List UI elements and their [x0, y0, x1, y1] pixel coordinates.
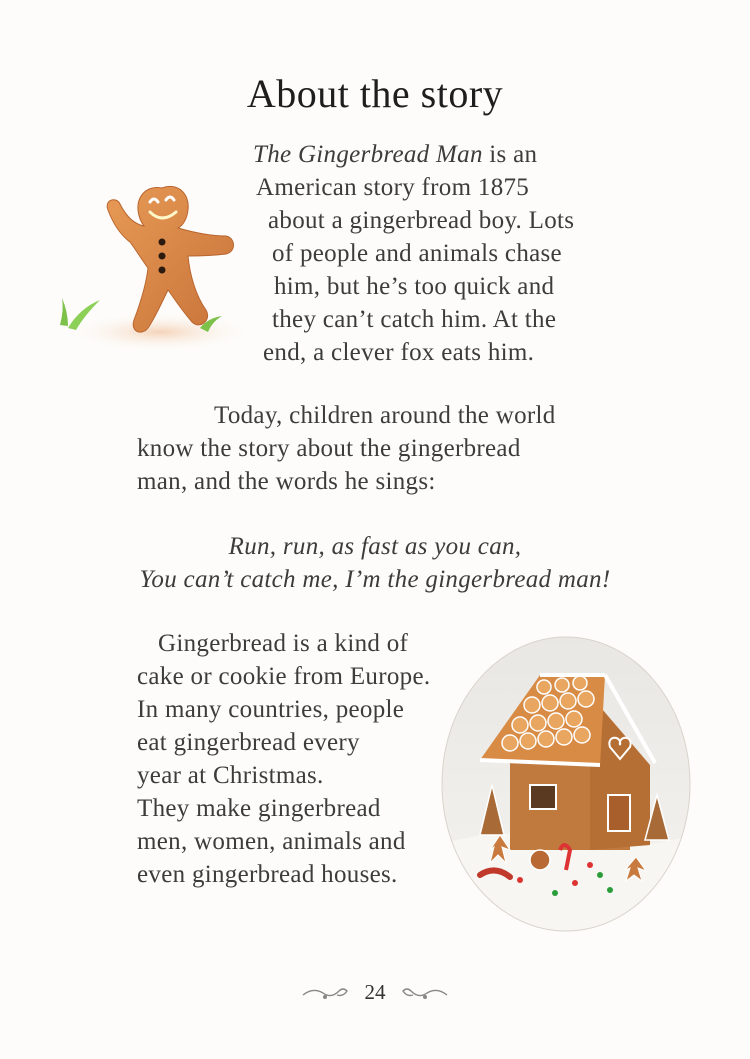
text-line: Gingerbread is a kind of: [158, 630, 409, 657]
page-number: 24: [364, 980, 386, 1004]
text-line: year at Christmas.: [137, 762, 324, 789]
text-fragment: is an: [482, 141, 538, 168]
text-line: they can’t catch him. At the: [272, 306, 557, 333]
text-line: end, a clever fox eats him.: [263, 339, 535, 366]
page-title: About the story: [246, 71, 504, 116]
song-line: You can’t catch me, I’m the gingerbread man!: [139, 566, 611, 593]
flourish-ornament-right: [399, 983, 449, 1003]
text-line: They make gingerbread: [137, 795, 381, 822]
book-title-italic: The Gingerbread Man: [253, 141, 483, 168]
page-footer: [0, 980, 750, 1005]
text-line: know the story about the gingerbread: [137, 435, 521, 462]
text-line: [253, 140, 537, 170]
text-line: cake or cookie from Europe.: [137, 663, 431, 690]
text-line: even gingerbread houses.: [137, 861, 398, 888]
song-line: Run, run, as fast as you can,: [228, 533, 522, 560]
gingerbread-man-illustration: [50, 160, 250, 360]
gingerbread-house-photo: [440, 635, 692, 933]
flourish-ornament-left: [301, 983, 351, 1003]
text-line: him, but he’s too quick and: [274, 273, 555, 300]
text-line: men, women, animals and: [137, 828, 406, 855]
text-line: of people and animals chase: [272, 240, 562, 267]
text-line: eat gingerbread every: [137, 729, 360, 756]
text-line: Today, children around the world: [214, 402, 556, 429]
text-line: American story from 1875: [256, 174, 530, 201]
text-line: man, and the words he sings:: [137, 468, 436, 495]
text-line: In many countries, people: [137, 696, 405, 723]
text-line: about a gingerbread boy. Lots: [268, 207, 575, 234]
